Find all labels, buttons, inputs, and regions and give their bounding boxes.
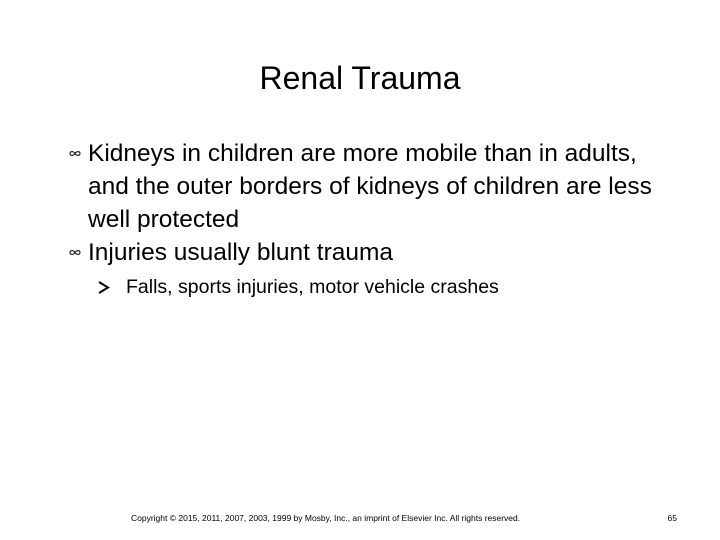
slide-title: Renal Trauma: [259, 60, 461, 96]
arrow-bullet-icon: [98, 273, 114, 301]
infinity-bullet-icon: [68, 137, 88, 170]
sub-bullet-text: Falls, sports injuries, motor vehicle crashes: [126, 276, 499, 298]
sub-bullet-item: [98, 273, 668, 301]
bullet-text: Injuries usually blunt trauma: [88, 239, 394, 266]
copyright-notice: Copyright © 2015, 2011, 2007, 2003, 1999 by Mosby, Inc., an imprint of Elsevier Inc. All rights reserved.: [131, 513, 521, 523]
bullet-item: [68, 236, 668, 301]
slide-footer: [0, 511, 720, 525]
page-number: 65: [667, 513, 677, 523]
bullet-text: Kidneys in children are more mobile than in adults, and the outer borders of kidneys of children are less well protected: [88, 140, 652, 233]
infinity-bullet-icon: [68, 236, 88, 269]
sub-bullet-list: [98, 273, 668, 301]
bullet-list: [68, 137, 668, 301]
bullet-item: [68, 137, 668, 236]
